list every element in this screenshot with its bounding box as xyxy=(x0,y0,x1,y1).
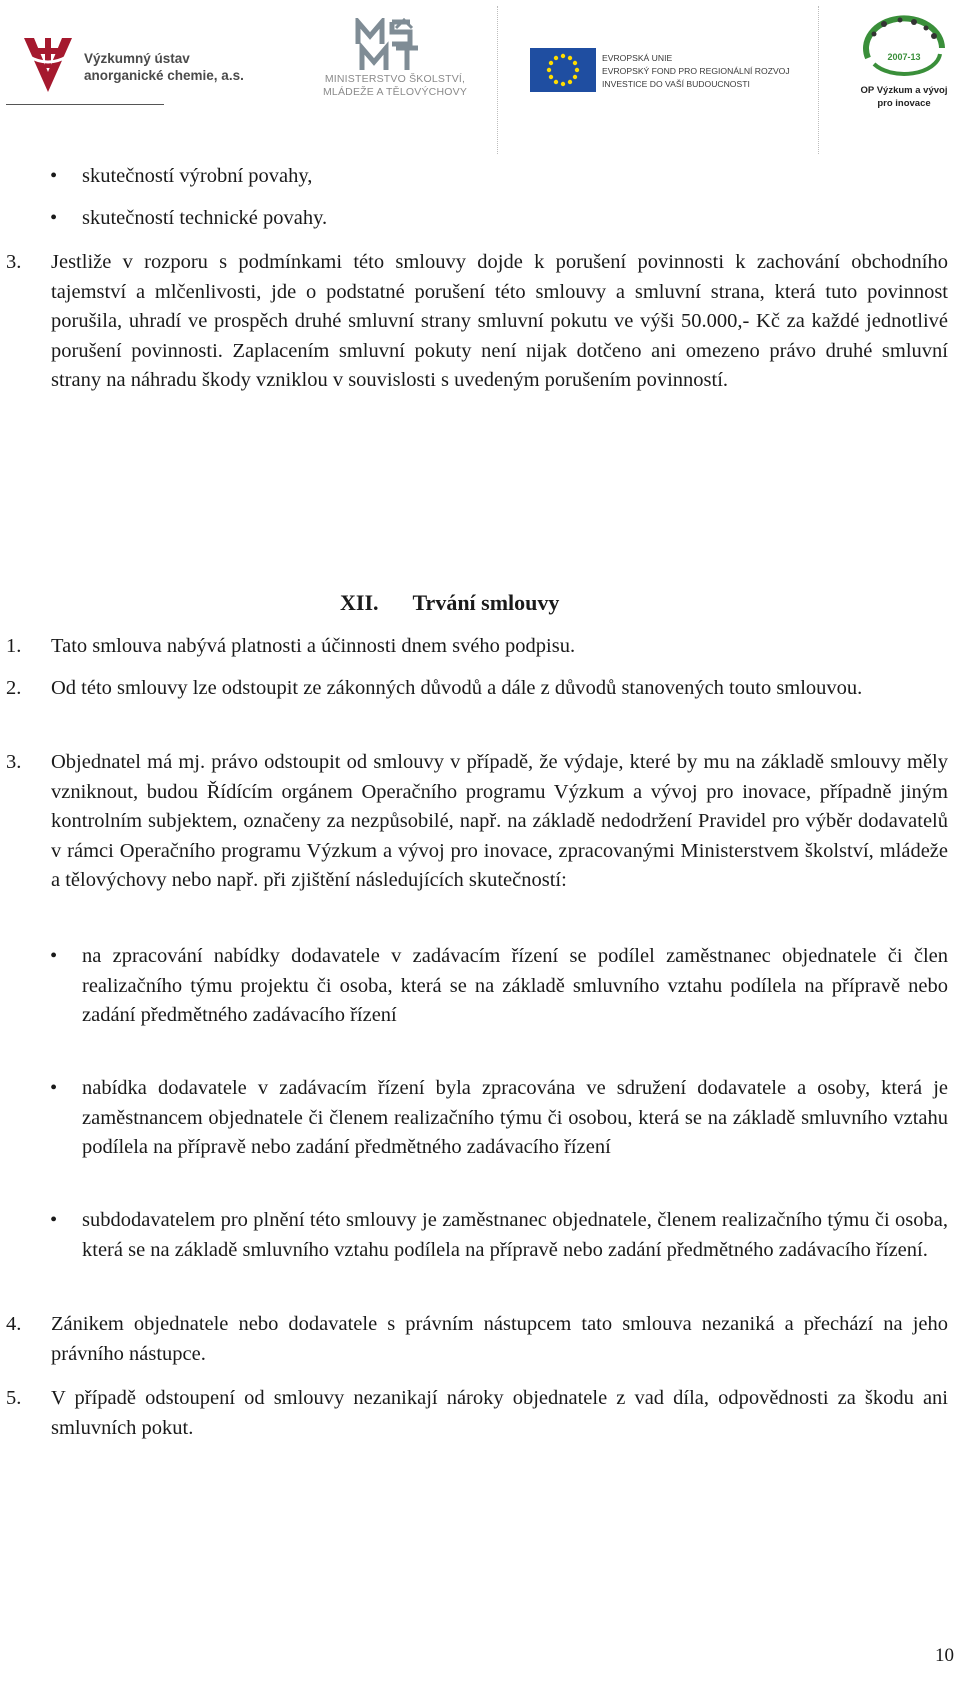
op-vavpi-logo xyxy=(850,14,958,109)
list-item-text: Od této smlouvy lze odstoupit ze zákonných důvodů a dále z důvodů stanovených touto smlouvou. xyxy=(51,677,863,699)
list-item-text: Objednatel má mj. právo odstoupit od smlouvy v případě, že výdaje, které by mu na základě smlouvy měly vzniknout, budou Řídícím orgánem Operačního programu Výzkum a vývoj pro inovace, případně jiným kontrolním subjektem, označeny za nezpůsobilé, např. na základě nedodržení Pravidel pro výběr dodavatelů v rámci Operačního programu Výzkum a vývoj pro inovace, zpracovanými Ministerstvem školství, mládeže a tělovýchovy nebo např. při zjištění následujících skutečností: xyxy=(51,751,948,891)
eu-logo xyxy=(530,48,800,98)
list-number: 1. xyxy=(6,635,22,657)
bullet-text: na zpracování nabídky dodavatele v zadávacím řízení se podílel zaměstnanec objednatele či člen realizačního týmu projektu či osoba, která se na základě smluvního vztahu podílela na přípravě nebo zadání předmětného zadávacího řízení xyxy=(82,945,948,1026)
msmt-logo xyxy=(310,18,480,108)
bullet-marker: • xyxy=(50,207,58,229)
bullet-text: subdodavatelem pro plnění této smlouvy je zaměstnanec objednatele, členem realizačního týmu či osoba, která se na základě smluvního vztahu podílela na přípravě nebo zadání předmětného zadávacího řízení. xyxy=(82,1209,948,1261)
bullet-marker: • xyxy=(50,165,58,187)
vuach-emblem-icon xyxy=(18,34,78,96)
page-header xyxy=(0,0,960,160)
section-heading xyxy=(340,590,559,616)
list-number: 5. xyxy=(6,1387,22,1409)
msmt-name-line2: MLÁDEŽE A TĚLOVÝCHOVY xyxy=(322,86,468,98)
list-number: 3. xyxy=(6,251,22,273)
vuach-logo xyxy=(18,30,258,100)
bullet-marker: • xyxy=(50,1077,58,1099)
bullet-text: nabídka dodavatele v zadávacím řízení byla zpracována ve sdružení dodavatele a osoby, která je zaměstnancem objednatele či členem realizačního týmu či osobou, která se na základě smluvního vztahu podílela na přípravě nebo zadání předmětného zadávacího řízení xyxy=(82,1077,948,1158)
header-separator xyxy=(497,6,498,154)
vuach-name-line2: anorganické chemie, a.s. xyxy=(84,68,244,83)
list-number: 2. xyxy=(6,677,22,699)
header-separator xyxy=(818,6,819,154)
eu-text-line2: EVROPSKÝ FOND PRO REGIONÁLNÍ ROZVOJ xyxy=(602,66,790,76)
vuach-name-line1: Výzkumný ústav xyxy=(84,51,190,66)
header-underline xyxy=(6,104,164,105)
eu-text-line1: EVROPSKÁ UNIE xyxy=(602,53,673,63)
section-number: XII. xyxy=(340,590,379,615)
msmt-name-line1: MINISTERSTVO ŠKOLSTVÍ, xyxy=(324,73,466,85)
op-emblem-icon xyxy=(854,14,954,84)
bullet-text: skutečností výrobní povahy, xyxy=(82,165,313,187)
op-text-line1: OP Výzkum a vývoj xyxy=(860,85,948,96)
op-years: 2007-13 xyxy=(887,52,921,62)
bullet-marker: • xyxy=(50,1209,58,1231)
list-number: 4. xyxy=(6,1313,22,1335)
list-item-text: V případě odstoupení od smlouvy nezanikají nároky objednatele z vad díla, odpovědnosti za škodu ani smluvních pokut. xyxy=(51,1387,948,1439)
section-title: Trvání smlouvy xyxy=(412,590,560,615)
eu-text-line3: INVESTICE DO VAŠÍ BUDOUCNOSTI xyxy=(602,79,750,89)
op-text-line2: pro inovace xyxy=(877,98,931,109)
bullet-marker: • xyxy=(50,945,58,967)
eu-flag-icon xyxy=(530,48,596,92)
paragraph: Jestliže v rozporu s podmínkami této smlouvy dojde k porušení povinnosti k zachování obchodního tajemství a mlčenlivosti, jde o podstatné porušení této smlouvy a smluvní strana, která tuto povinnost porušila, uhradí ve prospěch druhé smluvní strany smluvní pokutu ve výši 50.000,- Kč za každé jednotlivé porušení povinnosti. Zaplacením smluvní pokuty není nijak dotčeno ani omezeno právo druhé smluvní strany na náhradu škody vzniklou v souvislosti s uvedeným porušením povinností. xyxy=(51,251,948,391)
list-item-text: Zánikem objednatele nebo dodavatele s právním nástupcem tato smlouva nezaniká a přechází na jeho právního nástupce. xyxy=(51,1313,948,1365)
list-number: 3. xyxy=(6,751,22,773)
bullet-text: skutečností technické povahy. xyxy=(82,207,328,229)
list-item-text: Tato smlouva nabývá platnosti a účinnosti dnem svého podpisu. xyxy=(51,635,576,657)
msmt-emblem-icon xyxy=(352,18,438,72)
page-number: 10 xyxy=(935,1645,954,1666)
